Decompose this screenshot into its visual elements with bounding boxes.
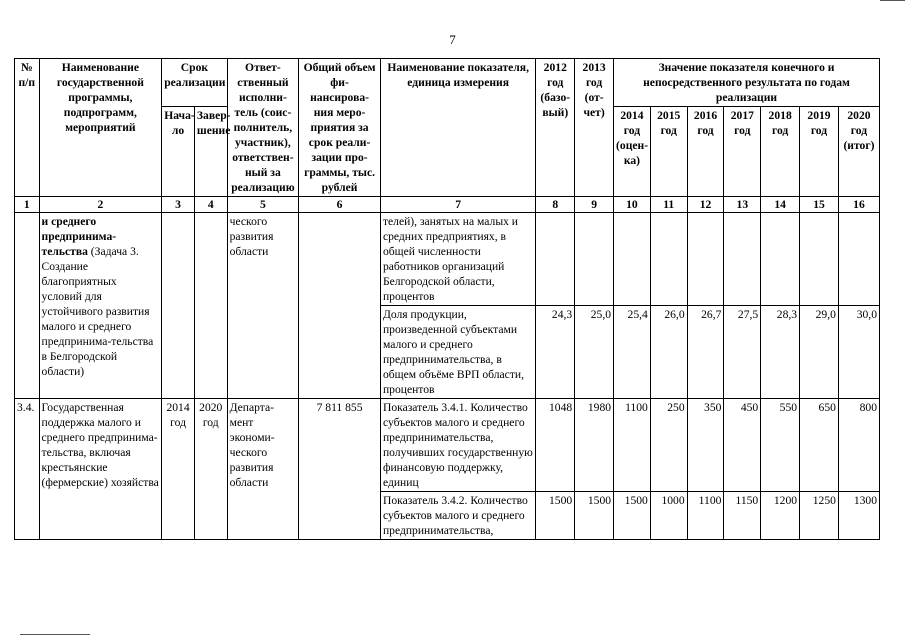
value-cell: 1500: [614, 492, 651, 540]
value-cell: 24,3: [536, 306, 575, 399]
value-cell: 550: [761, 399, 800, 492]
column-number: 9: [575, 197, 614, 213]
header-year-2015: 2015 год: [650, 107, 687, 197]
column-number: 6: [299, 197, 381, 213]
value-cell: 25,4: [614, 306, 651, 399]
page-number: 7: [449, 32, 456, 47]
program-name-rest: (Задача 3. Создание благоприятных условий для устойчивого развития малого и среднего предпринима-тельства в Белгородской области): [41, 245, 154, 378]
program-name-cell: [39, 213, 162, 399]
value-cell: 1150: [724, 492, 761, 540]
column-number: 4: [194, 197, 227, 213]
value-cell: 28,3: [761, 306, 800, 399]
indicator-name-cell: Доля продукции, произведенной субъектами малого и среднего предпринимательства, в общем объёме ВРП области, процентов: [380, 306, 535, 399]
column-number: 14: [761, 197, 800, 213]
column-number: 13: [724, 197, 761, 213]
column-number: 8: [536, 197, 575, 213]
value-cell: 800: [838, 399, 879, 492]
header-responsible: Ответ-ственный исполни-тель (соис-полнитель, участник), ответствен-ный за реализацию: [227, 59, 299, 197]
table-row: [15, 399, 880, 492]
value-cell: 1100: [614, 399, 651, 492]
value-cell: 1200: [761, 492, 800, 540]
row-number-cell: 3.4.: [15, 399, 40, 540]
value-cell: 30,0: [838, 306, 879, 399]
value-cell: 650: [800, 399, 839, 492]
value-cell: 450: [724, 399, 761, 492]
header-year-2018: 2018 год: [761, 107, 800, 197]
scan-edge-mark: [880, 0, 905, 7]
header-year-2017: 2017 год: [724, 107, 761, 197]
indicator-name-cell: Показатель 3.4.1. Количество субъектов малого и среднего предпринимательства, получивших государственную финансовую поддержку, единиц: [380, 399, 535, 492]
value-cell: 350: [687, 399, 724, 492]
header-number: № п/п: [15, 59, 40, 197]
value-cell: 250: [650, 399, 687, 492]
column-number: 16: [838, 197, 879, 213]
table-row: [15, 213, 880, 306]
value-cell: 1980: [575, 399, 614, 492]
column-number: 7: [380, 197, 535, 213]
header-end: Завер-шение: [194, 107, 227, 197]
responsible-cell: Департа-мент экономи-ческого развития области: [227, 399, 299, 540]
column-number: 3: [162, 197, 195, 213]
column-number: 12: [687, 197, 724, 213]
value-cell: 1100: [687, 492, 724, 540]
row-number-cell: [15, 213, 40, 399]
header-year-2016: 2016 год: [687, 107, 724, 197]
program-name-bold: и среднего предпринима-тельства: [41, 215, 117, 258]
funding-cell: [299, 213, 381, 399]
column-number: 11: [650, 197, 687, 213]
value-cell: 1300: [838, 492, 879, 540]
column-number: 2: [39, 197, 162, 213]
scan-edge-mark: [20, 634, 90, 635]
value-cell: 29,0: [800, 306, 839, 399]
value-cell: 25,0: [575, 306, 614, 399]
value-cell: 1500: [536, 492, 575, 540]
header-year-2020: 2020 год (итог): [838, 107, 879, 197]
value-cell: 1000: [650, 492, 687, 540]
header-year-2012: 2012 год (базо-вый): [536, 59, 575, 197]
column-number-row: [15, 197, 880, 213]
responsible-cell: ческого развития области: [227, 213, 299, 399]
header-values-by-year: Значение показателя конечного и непосредственного результата по годам реализации: [614, 59, 880, 107]
header-period: Срок реализации: [162, 59, 227, 107]
funding-cell: 7 811 855: [299, 399, 381, 540]
value-cell: 27,5: [724, 306, 761, 399]
end-cell: 2020 год: [194, 399, 227, 540]
column-number: 5: [227, 197, 299, 213]
value-cell: 26,0: [650, 306, 687, 399]
column-number: 15: [800, 197, 839, 213]
indicator-name-cell: Показатель 3.4.2. Количество субъектов малого и среднего предпринимательства,: [380, 492, 535, 540]
value-cell: 1048: [536, 399, 575, 492]
program-name-cell: Государственная поддержка малого и среднего предпринима-тельства, включая крестьянские (фермерские) хозяйства: [39, 399, 162, 540]
header-start: Нача-ло: [162, 107, 195, 197]
indicator-name-cell: телей), занятых на малых и средних предприятиях, в общей численности работников организаций Белгородской области, процентов: [380, 213, 535, 306]
header-funding: Общий объем фи-нансирова-ния меро-приятия за срок реали-зации про-граммы, тыс. рублей: [299, 59, 381, 197]
column-number: 1: [15, 197, 40, 213]
end-cell: [194, 213, 227, 399]
column-number: 10: [614, 197, 651, 213]
start-cell: [162, 213, 195, 399]
header-year-2019: 2019 год: [800, 107, 839, 197]
value-cell: 26,7: [687, 306, 724, 399]
value-cell: 1500: [575, 492, 614, 540]
header-year-2013: 2013 год (от-чет): [575, 59, 614, 197]
header-year-2014: 2014 год (оцен-ка): [614, 107, 651, 197]
header-program-name: Наименование государственной программы, подпрограмм, мероприятий: [39, 59, 162, 197]
header-indicator-name: Наименование показателя, единица измерения: [380, 59, 535, 197]
value-cell: 1250: [800, 492, 839, 540]
start-cell: 2014 год: [162, 399, 195, 540]
indicator-table: [14, 58, 880, 540]
